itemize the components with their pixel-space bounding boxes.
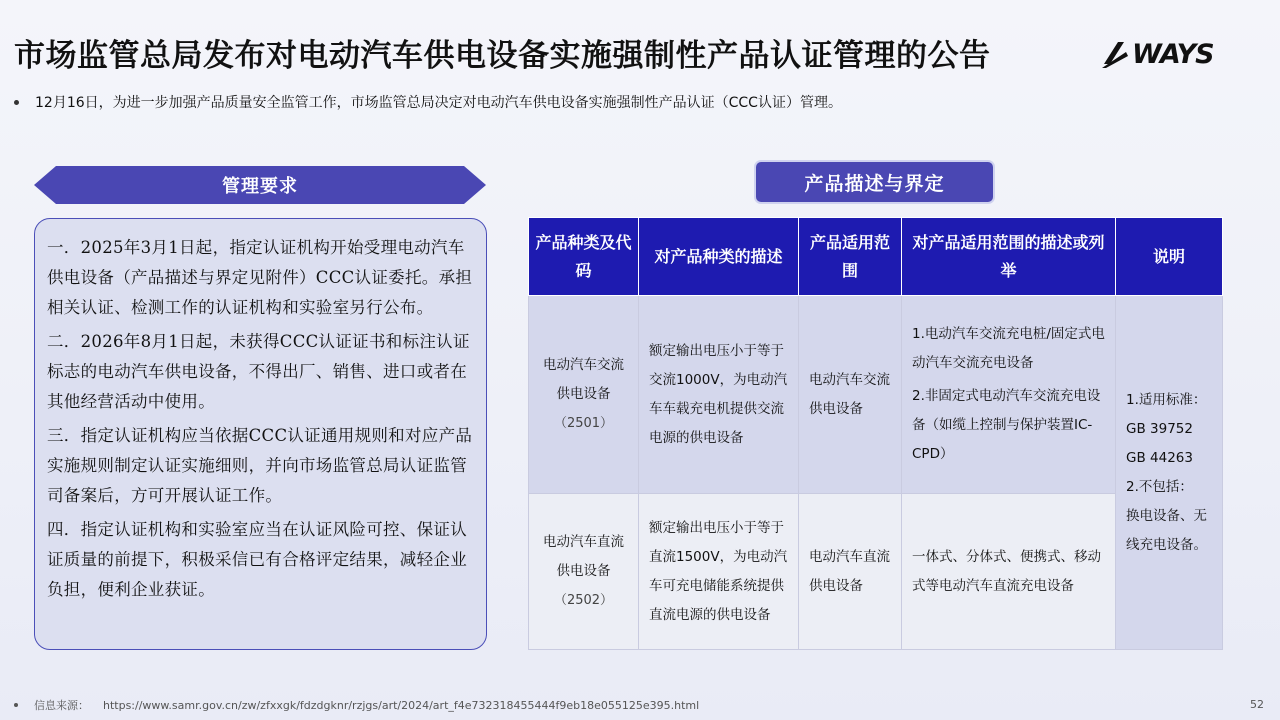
- requirement-item-1: 一．2025年3月1日起，指定认证机构开始受理电动汽车供电设备（产品描述与界定见附件）CCC认证委托。承担相关认证、检测工作的认证机构和实验室另行公布。: [47, 238, 473, 317]
- category-code: （2502）: [553, 593, 614, 608]
- requirement-item-4: 四．指定认证机构和实验室应当在认证风险可控、保证认证质量的前提下，积极采信已有合格评定结果，减轻企业负担，便利企业获证。: [47, 520, 467, 599]
- logo-text: WAYS: [1132, 38, 1214, 70]
- note-line: 2.不包括：: [1126, 478, 1193, 495]
- cell-scope: 电动汽车直流供电设备: [799, 494, 902, 650]
- header-scope: 产品适用范围: [799, 218, 902, 296]
- cell-note: [1116, 296, 1223, 650]
- source-link[interactable]: https://www.samr.gov.cn/zw/zfxxgk/fdzdgknr/rzjgs/art/2024/art_f4e732318455444f9eb18e055125e395.html: [103, 698, 700, 712]
- footer-source: [14, 697, 699, 713]
- ways-logo-icon: [1100, 38, 1130, 70]
- category-name: 电动汽车直流供电设备: [543, 534, 624, 579]
- header-note: 说明: [1116, 218, 1223, 296]
- product-table: [528, 217, 1223, 650]
- management-heading-ribbon: [34, 166, 486, 204]
- category-code: （2501）: [553, 416, 614, 431]
- note-line: GB 44263: [1126, 449, 1193, 466]
- category-name: 电动汽车交流供电设备: [543, 357, 624, 402]
- cell-category: [529, 296, 639, 494]
- scope-detail-line: 1.电动汽车交流充电桩/固定式电动汽车交流充电设备: [912, 326, 1105, 371]
- bullet-icon: [14, 100, 19, 105]
- source-label: 信息来源：: [34, 699, 89, 712]
- page-number: 52: [1250, 698, 1264, 711]
- company-logo: [1100, 36, 1220, 72]
- requirement-item-2: 二．2026年8月1日起，未获得CCC认证证书和标注认证标志的电动汽车供电设备，不得出厂、销售、进口或者在其他经营活动中使用。: [47, 332, 470, 411]
- cell-scope: 电动汽车交流供电设备: [799, 296, 902, 494]
- cell-scope-detail: 一体式、分体式、便携式、移动式等电动汽车直流充电设备: [902, 494, 1116, 650]
- cell-scope-detail: [902, 296, 1116, 494]
- scope-detail-line: 2.非固定式电动汽车交流充电设备（如缆上控制与保护装置IC-CPD）: [912, 388, 1101, 462]
- management-heading: 管理要求: [222, 176, 298, 197]
- bullet-icon: [14, 703, 18, 707]
- cell-description: 额定输出电压小于等于交流1000V，为电动汽车车载充电机提供交流电源的供电设备: [639, 296, 799, 494]
- summary-line: [14, 92, 842, 112]
- note-line: 换电设备、无线充电设备。: [1126, 507, 1207, 553]
- management-requirements-box: [34, 218, 487, 650]
- header-category: 产品种类及代码: [529, 218, 639, 296]
- header-category-description: 对产品种类的描述: [639, 218, 799, 296]
- header-scope-description: 对产品适用范围的描述或列举: [902, 218, 1116, 296]
- table-header-row: [529, 218, 1223, 296]
- note-line: GB 39752: [1126, 420, 1193, 437]
- table-row: [529, 296, 1223, 494]
- summary-text: 12月16日，为进一步加强产品质量安全监管工作，市场监管总局决定对电动汽车供电设备实施强制性产品认证（CCC认证）管理。: [35, 95, 842, 111]
- requirement-item-3: 三．指定认证机构应当依据CCC认证通用规则和对应产品实施规则制定认证实施细则，并向市场监管总局认证监管司备案后，方可开展认证工作。: [47, 426, 473, 505]
- cell-description: 额定输出电压小于等于直流1500V，为电动汽车可充电储能系统提供直流电源的供电设备: [639, 494, 799, 650]
- cell-category: [529, 494, 639, 650]
- product-heading: 产品描述与界定: [756, 162, 993, 202]
- page-title: 市场监管总局发布对电动汽车供电设备实施强制性产品认证管理的公告: [14, 38, 991, 74]
- note-line: 1.适用标准：: [1126, 391, 1207, 408]
